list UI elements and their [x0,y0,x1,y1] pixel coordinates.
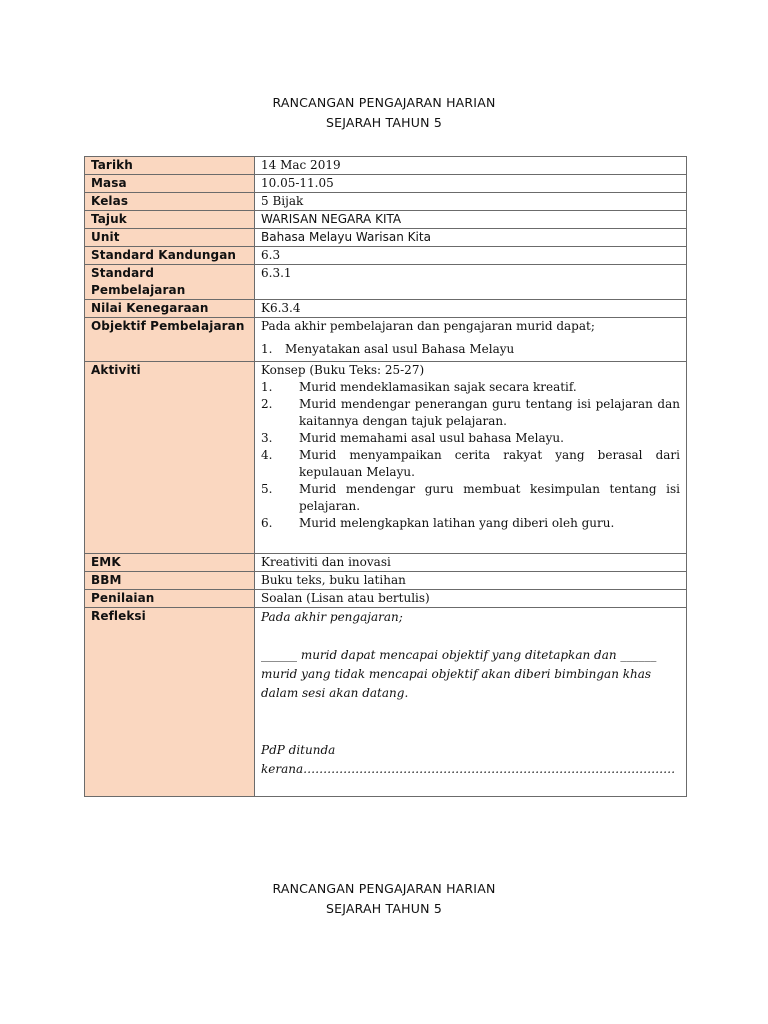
row-objektif [85,318,687,362]
value-penilaian: Soalan (Lisan atau bertulis) [255,590,687,608]
label-objektif: Objektif Pembelajaran [85,318,255,362]
next-title-line-2: SEJARAH TAHUN 5 [326,901,442,916]
label-standard-pembelajaran: Standard Pembelajaran [85,265,255,300]
label-refleksi: Refleksi [85,608,255,797]
row-standard-kandungan [85,247,687,265]
list-item [261,515,680,532]
value-tajuk: WARISAN NEGARA KITA [255,211,687,229]
list-item-text: Murid mendengar penerangan guru tentang isi pelajaran dan kaitannya dengan tajuk pelajaran. [299,397,680,428]
label-masa: Masa [85,175,255,193]
value-unit: Bahasa Melayu Warisan Kita [255,229,687,247]
list-item-number: 1. [261,380,273,394]
value-tarikh: 14 Mac 2019 [255,157,687,175]
row-bbm [85,572,687,590]
list-item-number: 6. [261,516,273,530]
refleksi-line-4: kerana………………………………………………………………………………… [261,762,676,776]
objektif-item-text: Menyatakan asal usul Bahasa Melayu [285,342,515,356]
row-refleksi [85,608,687,797]
value-nilai-kenegaraan: K6.3.4 [255,300,687,318]
title-line-2: SEJARAH TAHUN 5 [326,115,442,130]
aktiviti-intro: Konsep (Buku Teks: 25-27) [261,363,425,377]
list-item-number: 3. [261,431,273,445]
row-tajuk [85,211,687,229]
label-bbm: BBM [85,572,255,590]
row-masa [85,175,687,193]
aktiviti-list [261,379,680,532]
label-standard-kandungan: Standard Kandungan [85,247,255,265]
value-objektif [255,318,687,362]
label-emk: EMK [85,554,255,572]
value-masa: 10.05-11.05 [255,175,687,193]
row-nilai-kenegaraan [85,300,687,318]
title-line-1: RANCANGAN PENGAJARAN HARIAN [272,95,496,110]
objektif-item [261,341,680,358]
label-tarikh: Tarikh [85,157,255,175]
list-item [261,379,680,396]
list-item-number: 5. [261,482,273,496]
label-aktiviti: Aktiviti [85,362,255,554]
list-item [261,481,680,515]
list-item-text: Murid menyampaikan cerita rakyat yang berasal dari kepulauan Melayu. [299,448,680,479]
value-refleksi [255,608,687,797]
value-kelas: 5 Bijak [255,193,687,211]
list-item-text: Murid memahami asal usul bahasa Melayu. [299,431,564,445]
lesson-plan-table [84,156,687,797]
label-nilai-kenegaraan: Nilai Kenegaraan [85,300,255,318]
list-item-text: Murid mendeklamasikan sajak secara kreatif. [299,380,577,394]
document-title [0,93,768,133]
row-tarikh [85,157,687,175]
row-emk [85,554,687,572]
label-tajuk: Tajuk [85,211,255,229]
list-item [261,430,680,447]
list-item-text: Murid mendengar guru membuat kesimpulan tentang isi pelajaran. [299,482,680,513]
list-item-number: 4. [261,448,273,462]
row-unit [85,229,687,247]
list-item-text: Murid melengkapkan latihan yang diberi oleh guru. [299,516,615,530]
label-penilaian: Penilaian [85,590,255,608]
row-kelas [85,193,687,211]
label-unit: Unit [85,229,255,247]
list-item [261,447,680,481]
objektif-intro: Pada akhir pembelajaran dan pengajaran murid dapat; [261,319,595,333]
value-aktiviti [255,362,687,554]
list-item-number: 2. [261,397,273,411]
value-standard-kandungan: 6.3 [255,247,687,265]
refleksi-line-2: ______ murid dapat mencapai objektif yang ditetapkan dan ______ murid yang tidak mencapai objektif akan diberi bimbingan khas dalam sesi akan datang. [261,648,657,700]
refleksi-line-3: PdP ditunda [261,743,336,757]
row-standard-pembelajaran [85,265,687,300]
row-penilaian [85,590,687,608]
row-aktiviti [85,362,687,554]
value-standard-pembelajaran: 6.3.1 [255,265,687,300]
objektif-item-number: 1. [261,342,273,356]
value-emk: Kreativiti dan inovasi [255,554,687,572]
value-bbm: Buku teks, buku latihan [255,572,687,590]
refleksi-line-1: Pada akhir pengajaran; [261,610,403,624]
list-item [261,396,680,430]
next-page-title [0,879,768,919]
next-title-line-1: RANCANGAN PENGAJARAN HARIAN [272,881,496,896]
label-kelas: Kelas [85,193,255,211]
